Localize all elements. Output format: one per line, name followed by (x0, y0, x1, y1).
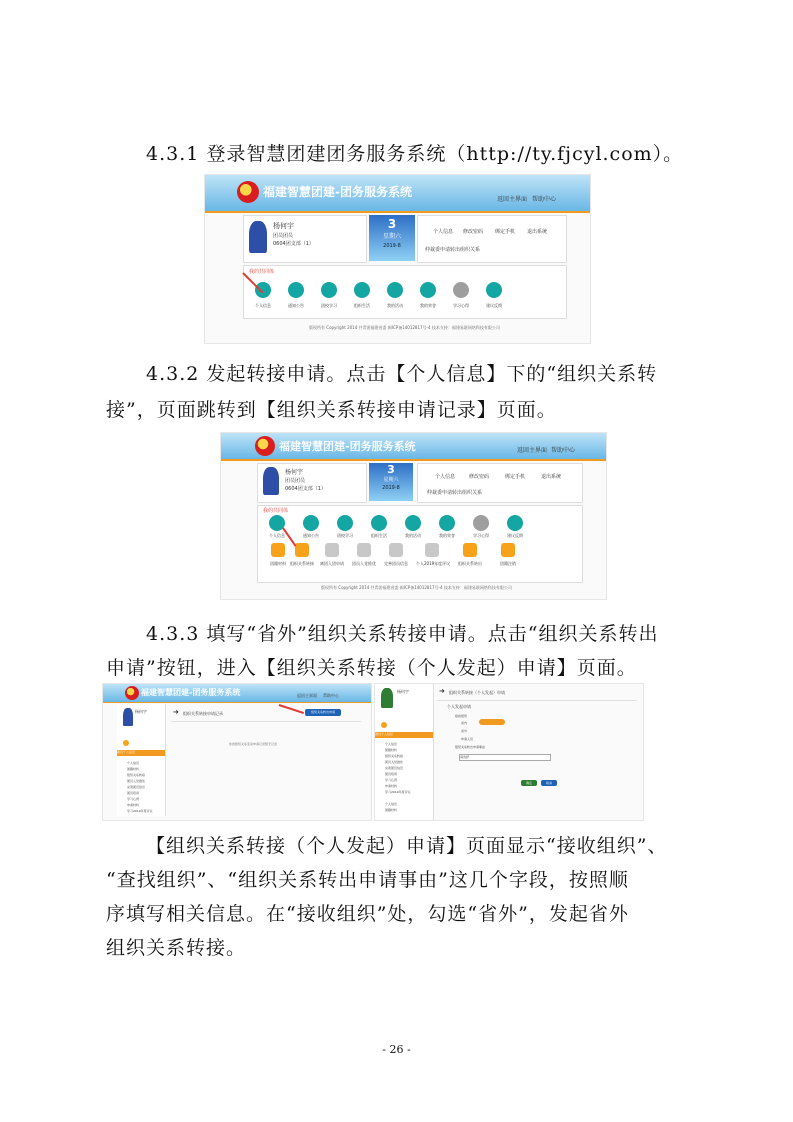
complete-info-icon[interactable] (389, 543, 403, 557)
icon-label: 组织生活 (354, 303, 370, 308)
org-transfer-icon[interactable] (295, 543, 309, 557)
footer-text: 版权所有 Copyright 2014 共青团福建省委 闽ICP备14012817号-4 技术支持：福建易联网络科技有限公司 (321, 585, 512, 590)
party-recommend-icon[interactable] (357, 543, 371, 557)
icon-label: 建议反馈 (486, 303, 502, 308)
banner-divider (103, 702, 371, 703)
avatar (249, 221, 267, 253)
sidebar-item[interactable]: 完善团员信息 (127, 785, 146, 789)
link-logout[interactable]: 退出系统 (541, 474, 562, 480)
notice-icon[interactable] (288, 282, 304, 298)
search-org-button[interactable] (479, 719, 505, 725)
notice-text[interactable]: 仲裁委申请转出组织关系 (425, 247, 481, 253)
icon-label: 组织生活 (371, 533, 387, 538)
sidebar-menu-head: 团员个人信息 (117, 750, 165, 756)
confirm-button[interactable]: 确定 (521, 780, 537, 786)
date-month: 2019-8 (383, 243, 401, 249)
sub-icon-label: 团员入党推优 (352, 561, 376, 566)
user-role: 团员团员 (285, 478, 306, 484)
icon-label: 我的荣誉 (439, 533, 455, 538)
cancel-button[interactable]: 取消 (541, 780, 557, 786)
sidebar-item[interactable]: 组织关系转接 (127, 773, 146, 777)
sidebar-item[interactable]: 团籍材料 (385, 808, 398, 812)
sidebar-item[interactable]: 申请材料 (127, 803, 140, 807)
notice-icon[interactable] (303, 515, 319, 531)
cancel-membership-icon[interactable] (501, 543, 515, 557)
radio-in-province[interactable]: 省内 (461, 721, 468, 725)
honor-icon[interactable] (420, 282, 436, 298)
sidebar-item[interactable]: 申请材料 (385, 784, 398, 788)
user-role: 团员团员 (273, 233, 294, 239)
screenshot-transfer-records (102, 683, 372, 821)
page-title: 组织关系转接申请记录 (183, 711, 223, 716)
activity-icon[interactable] (387, 282, 403, 298)
activity-icon[interactable] (405, 515, 421, 531)
icon-label: 学习心得 (473, 533, 489, 538)
personal-info-icon[interactable] (255, 282, 271, 298)
back-arrow-icon[interactable]: ➜ (173, 708, 179, 716)
user-name: 杨何宇 (273, 222, 294, 230)
league-logo (255, 436, 275, 456)
body-line-3: 序填写相关信息。在“接收组织”处，勾选“省外”，发起省外 (106, 903, 629, 925)
nav-help-link[interactable]: 帮助中心 (532, 196, 557, 203)
date-day: 3 (387, 463, 395, 476)
sidebar-item[interactable]: 团员培训 (127, 791, 140, 795)
sidebar-item[interactable]: 完善团员信息 (385, 766, 404, 770)
sidebar-item[interactable]: 个人信息 (127, 761, 140, 765)
sidebar-item[interactable]: 组织关系转接 (385, 754, 404, 758)
membership-file-icon[interactable] (271, 543, 285, 557)
avatar (381, 688, 393, 708)
honor-icon[interactable] (439, 515, 455, 531)
field-transfer-reason: 组织关系转出申请事由 (455, 745, 486, 749)
annual-review-icon[interactable] (425, 543, 439, 557)
icon-label: 通知公告 (288, 303, 304, 308)
transfer-out-icon[interactable] (463, 543, 477, 557)
icon-label: 个人信息 (255, 303, 271, 308)
sidebar-item[interactable]: 团员入党推优 (385, 760, 404, 764)
radio-out-province[interactable]: 省外 (461, 729, 468, 733)
icon-label: 团校学习 (321, 303, 337, 308)
nav-home-link[interactable]: 返回主界面 (497, 196, 528, 203)
sidebar-item[interactable]: 个人信息 (385, 802, 398, 806)
divider (171, 721, 361, 722)
icon-label: 通知公告 (303, 533, 319, 538)
link-personal-info[interactable]: 个人信息 (433, 229, 454, 235)
league-logo (237, 181, 259, 203)
icon-label: 我的荣誉 (420, 303, 436, 308)
date-month: 2019-8 (382, 485, 400, 491)
link-personal-info[interactable]: 个人信息 (435, 474, 456, 480)
link-logout[interactable]: 退出系统 (527, 229, 548, 235)
notes-icon[interactable] (473, 515, 489, 531)
icon-label: 建议反馈 (507, 533, 523, 538)
user-branch: 0604团支部（1） (273, 241, 314, 247)
heading-4-3-3-line1: 4.3.3 填写“省外”组织关系转接申请。点击“组织关系转出 (146, 623, 659, 645)
sidebar-menu-head: 团员个人信息 (375, 732, 433, 738)
icon-label: 个人信息 (269, 533, 285, 538)
page-title: 组织关系转接（个人发起）申请 (449, 690, 505, 695)
sidebar-item[interactable]: 个人信息 (385, 742, 398, 746)
screenshot-transfer-apply-form (374, 683, 644, 821)
org-life-icon[interactable] (354, 282, 370, 298)
body-line-4: 组织关系转接。 (106, 937, 247, 959)
app-title: 福建智慧团建-团务服务系统 (263, 185, 412, 199)
nav-home-link[interactable]: 返回主界面 (517, 447, 548, 454)
banner-divider (221, 459, 606, 461)
sub-icon-label: 个人2019年度评议 (416, 561, 451, 566)
notice-text[interactable]: 仲裁委申请转出组织关系 (427, 490, 483, 496)
avatar (123, 708, 133, 726)
divider (437, 700, 637, 701)
sidebar-item[interactable]: 团籍材料 (385, 748, 398, 752)
link-bind-phone[interactable]: 绑定手机 (505, 474, 526, 480)
heading-4-3-3-line2: 申请”按钮，进入【组织关系转接（个人发起）申请】页面。 (106, 657, 637, 679)
link-bind-phone[interactable]: 绑定手机 (495, 229, 516, 235)
body-line-1: 【组织关系转接（个人发起）申请】页面显示“接收组织”、 (146, 835, 668, 857)
nav-help-link[interactable]: 帮助中心 (323, 693, 339, 698)
form-heading: 个人发起申请 (447, 704, 471, 709)
leave-join-icon[interactable] (325, 543, 339, 557)
avatar (263, 467, 279, 495)
empty-state: 你的组织关系变动申请记录暂无记录 (229, 742, 278, 746)
date-box (369, 463, 413, 501)
quick-links-card (417, 463, 583, 503)
menu-toggle-icon[interactable] (123, 740, 129, 746)
org-life-icon[interactable] (371, 515, 387, 531)
study-icon[interactable] (337, 515, 353, 531)
link-change-password[interactable]: 修改密码 (469, 474, 490, 480)
body-line-2: “查找组织”、“组织关系转出申请事由”这几个字段，按照顺 (106, 869, 629, 891)
sidebar-item[interactable]: 团员培训 (385, 772, 398, 776)
icon-label: 学习心得 (453, 303, 469, 308)
sub-icon-label: 离团入团申请 (320, 561, 344, 566)
page-number: - 26 - (382, 1043, 411, 1056)
app-title: 福建智慧团建-团务服务系统 (279, 440, 416, 453)
quick-links-card (417, 215, 567, 263)
sidebar-item[interactable]: 团籍材料 (127, 767, 140, 771)
sidebar-item[interactable]: 学习心得 (385, 778, 398, 782)
field-receiving-org: 接收组织 (455, 714, 468, 718)
league-logo (125, 686, 139, 700)
sidebar-item[interactable]: 学习心得 (127, 797, 140, 801)
sub-icon-label: 组织关系转出 (458, 561, 482, 566)
footer-text: 版权所有 Copyright 2014 共青团福建省委 闽ICP备14012817号-4 技术支持：福建易联网络科技有限公司 (309, 325, 500, 330)
sidebar-item[interactable]: 学习2019年度评议 (385, 790, 411, 794)
sub-icon-label: 完善团员信息 (384, 561, 408, 566)
screenshot-personal-info-menu (220, 432, 607, 600)
user-branch: 0604团支部（1） (285, 486, 326, 492)
date-box (369, 215, 415, 261)
app-title: 福建智慧团建-团务服务系统 (141, 688, 241, 697)
heading-4-3-2-line1: 4.3.2 发起转接申请。点击【个人信息】下的“组织关系转 (146, 363, 658, 385)
sidebar-item[interactable]: 团员入党推优 (127, 779, 146, 783)
sub-icon-label: 团籍注销 (500, 561, 516, 566)
icon-label: 我的活动 (405, 533, 421, 538)
sidebar-item[interactable]: 学习2019年度评议 (127, 809, 153, 813)
date-weekday: 星期六 (383, 477, 399, 483)
link-change-password[interactable]: 修改密码 (463, 229, 484, 235)
transfer-out-apply-button[interactable]: 组织关系转出申请 (305, 709, 341, 716)
heading-4-3-1: 4.3.1 登录智慧团建团务服务系统（http://ty.fjcyl.com）。 (146, 143, 684, 165)
feedback-icon[interactable] (507, 515, 523, 531)
nav-home-link[interactable]: 返回主界面 (297, 693, 317, 698)
study-icon[interactable] (321, 282, 337, 298)
user-name: 杨何宇 (285, 469, 304, 476)
banner-divider (205, 211, 590, 213)
section-label: 我的共同体 (249, 269, 275, 275)
icon-label: 团校学习 (337, 533, 353, 538)
pointer-arrow (279, 704, 304, 714)
nav-help-link[interactable]: 帮助中心 (551, 447, 576, 454)
reason-select[interactable]: 请选择 (459, 754, 551, 761)
back-arrow-icon[interactable]: ➜ (439, 687, 445, 695)
section-label: 我的共同体 (263, 508, 289, 514)
radio-applicant[interactable]: 申请人员 (461, 737, 474, 741)
icon-label: 我的活动 (387, 303, 403, 308)
sub-icon-label: 团籍材料 (270, 561, 286, 566)
user-name: 杨何宇 (397, 689, 409, 694)
heading-4-3-2-line2: 接”，页面跳转到【组织关系转接申请记录】页面。 (106, 399, 557, 421)
feedback-icon[interactable] (486, 282, 502, 298)
date-weekday: 星期六 (382, 233, 401, 240)
notes-icon[interactable] (453, 282, 469, 298)
sub-icon-label: 组织关系转接 (290, 561, 314, 566)
menu-toggle-icon[interactable] (381, 722, 387, 728)
screenshot-login-home (204, 174, 591, 344)
user-name: 杨何宇 (135, 709, 147, 714)
date-day: 3 (387, 217, 397, 231)
